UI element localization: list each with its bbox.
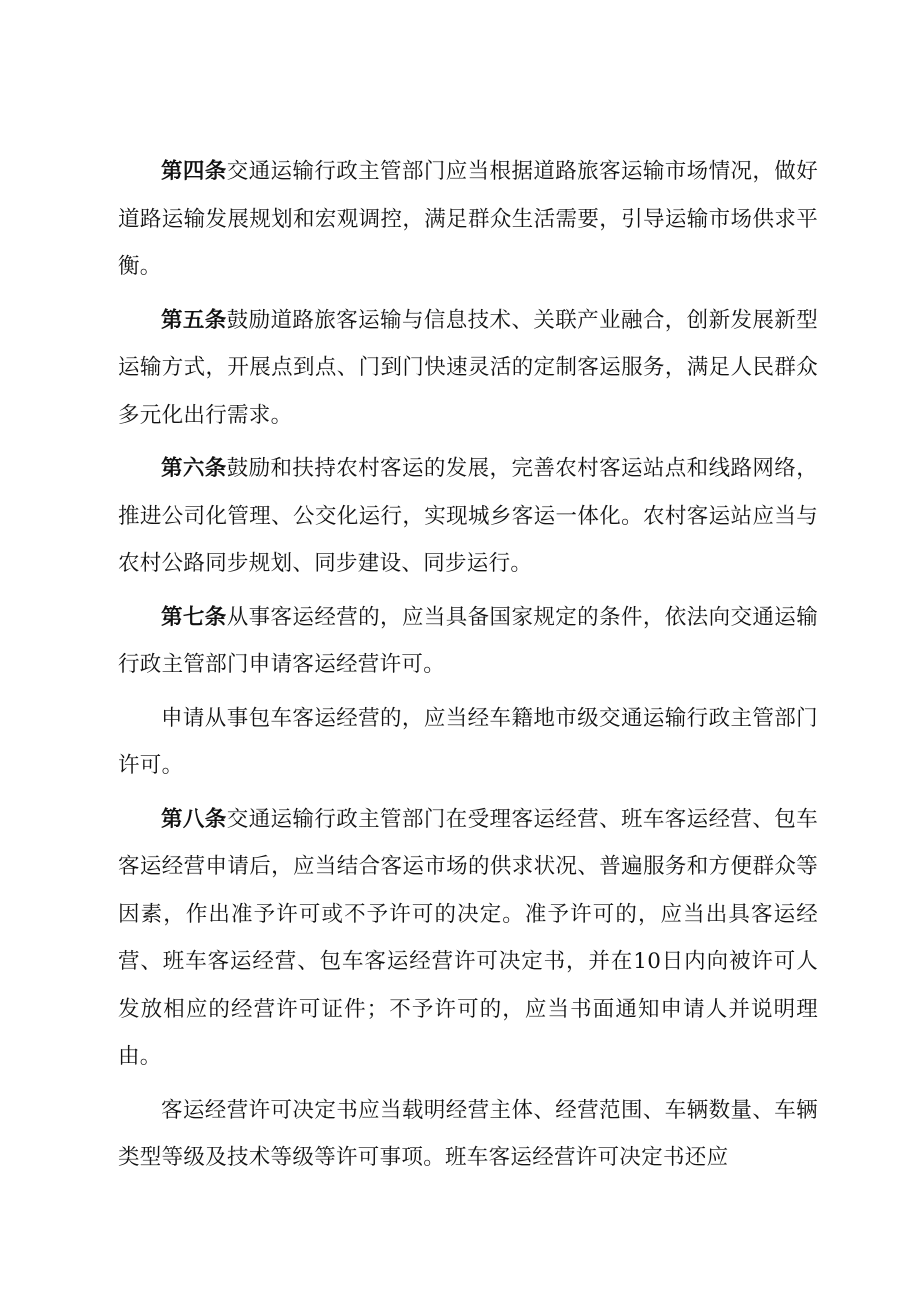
paragraph-text: 鼓励和扶持农村客运的发展，完善农村客运站点和线路网络，推进公司化管理、公交化运行，实现城乡客运一体化。农村客运站应当与农村公路同步规划、同步建设、同步运行。 — [118, 456, 818, 576]
paragraph-text: 从事客运经营的，应当具备国家规定的条件，依法向交通运输行政主管部门申请客运经营许可。 — [118, 604, 818, 677]
paragraph-text: 鼓励道路旅客运输与信息技术、关联产业融合，创新发展新型运输方式，开展点到点、门到门快速灵活的定制客运服务，满足人民群众多元化出行需求。 — [118, 307, 818, 428]
paragraph-article-8 — [118, 796, 818, 1081]
paragraph-text: 交通运输行政主管部门在受理客运经营、班车客运经营、包车客运经营申请后，应当结合客运市场的供求状况、普遍服务和方便群众等因素，作出准予许可或不予许可的决定。准予许可的，应当出具客运经营、班车客运经营、包车客运经营许可决定书，并在10日内向被许可人发放相应的经营许可证件；不予许可的，应当书面通知申请人并说明理由。 — [118, 806, 818, 1069]
paragraph-text: 客运经营许可决定书应当载明经营主体、经营范围、车辆数量、车辆类型等级及技术等级等许可事项。班车客运经营许可决定书还应 — [118, 1097, 818, 1170]
article-heading: 第四条 — [161, 159, 227, 184]
paragraph-text: 申请从事包车客运经营的，应当经车籍地市级交通运输行政主管部门许可。 — [118, 705, 818, 778]
paragraph-article-6 — [118, 445, 818, 588]
article-heading: 第六条 — [161, 456, 227, 481]
paragraph-article-5 — [118, 297, 818, 440]
paragraph-text: 交通运输行政主管部门应当根据道路旅客运输市场情况，做好道路运输发展规划和宏观调控，满足群众生活需要，引导运输市场供求平衡。 — [118, 159, 818, 279]
paragraph-article-4 — [118, 148, 818, 291]
article-heading: 第七条 — [161, 604, 227, 630]
paragraph-article-7 — [118, 594, 818, 689]
document-page — [118, 148, 818, 1182]
article-heading: 第八条 — [161, 806, 227, 832]
article-heading: 第五条 — [161, 307, 227, 333]
paragraph-article-7-clause-2 — [118, 695, 818, 790]
paragraph-article-8-clause-2 — [118, 1087, 818, 1182]
